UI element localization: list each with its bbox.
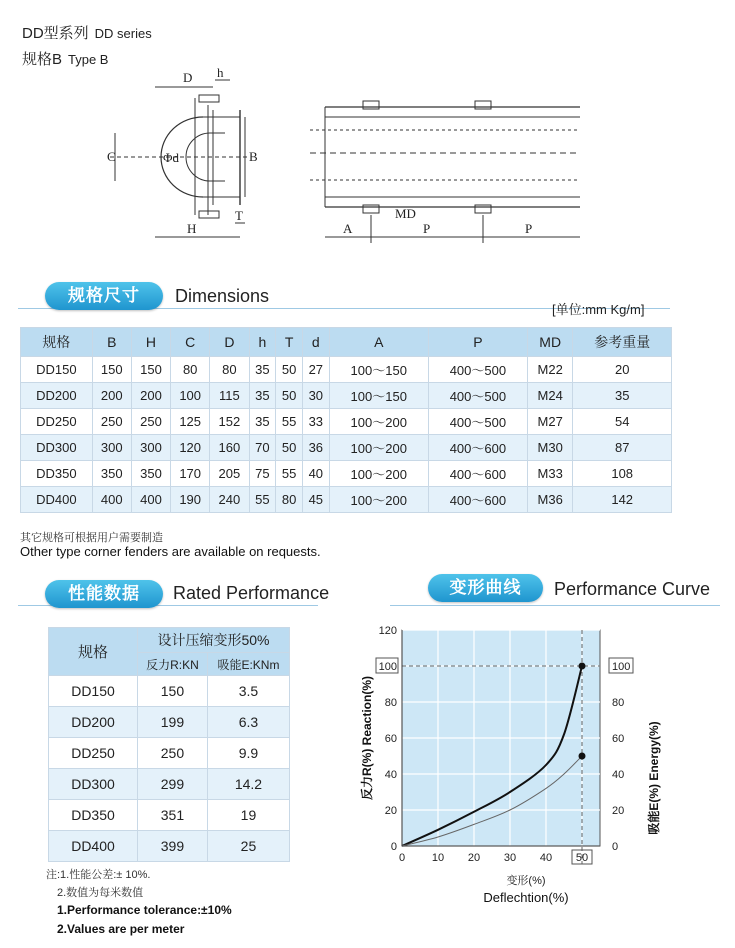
table-cell: 19 <box>207 800 289 831</box>
table-cell: 35 <box>249 383 276 409</box>
table-cell: 142 <box>573 487 672 513</box>
table-cell: 35 <box>249 357 276 383</box>
curve-title-pill: 变形曲线 <box>428 574 543 602</box>
series-title-cn: DD型系列 <box>22 25 89 42</box>
table-cell: 50 <box>276 435 303 461</box>
table-row <box>21 435 672 461</box>
performance-curve-chart <box>355 618 730 908</box>
y-tick-label: 60 <box>384 733 397 745</box>
table-cell: 55 <box>276 461 303 487</box>
perf-header-spec: 规格 <box>49 628 138 676</box>
table-cell: 240 <box>210 487 249 513</box>
table-cell: 190 <box>171 487 210 513</box>
table-cell: DD150 <box>49 676 138 707</box>
x-tick-label: 40 <box>539 852 553 864</box>
table-cell: 115 <box>210 383 249 409</box>
x-axis-label-en: Deflechtion(%) <box>483 890 569 905</box>
table-cell: DD250 <box>49 738 138 769</box>
y-right-tick-label: 100 <box>612 661 631 673</box>
table-cell: 400～500 <box>428 357 527 383</box>
table-cell: 14.2 <box>207 769 289 800</box>
table-cell: 150 <box>138 676 208 707</box>
table-cell: 400～500 <box>428 409 527 435</box>
table-cell: 36 <box>302 435 329 461</box>
table-cell: 350 <box>131 461 170 487</box>
table-cell: 300 <box>131 435 170 461</box>
table-cell: 70 <box>249 435 276 461</box>
technical-drawing <box>95 65 595 250</box>
table-row <box>21 383 672 409</box>
label-h: h <box>217 65 224 80</box>
table-cell: DD400 <box>49 831 138 862</box>
table-cell: 100～150 <box>329 383 428 409</box>
table-cell: 87 <box>573 435 672 461</box>
dim-header-cell: B <box>92 328 131 357</box>
reaction-end-point <box>579 663 586 670</box>
table-cell: 6.3 <box>207 707 289 738</box>
perf-header-r: 反力R:KN <box>138 653 208 676</box>
dim-header-cell: T <box>276 328 303 357</box>
perf-header-group: 设计压缩变形50% <box>138 628 290 653</box>
type-title-en: Type B <box>68 52 109 67</box>
x-tick-label: 0 <box>398 852 406 864</box>
x-axis-label-cn: 变形(%) <box>506 875 546 887</box>
dim-header-cell: 规格 <box>21 328 93 357</box>
perf-note-1: 注:1.性能公差:± 10%. <box>46 869 151 881</box>
dim-header-cell: 参考重量 <box>573 328 672 357</box>
x-tick-label: 30 <box>503 852 517 864</box>
table-cell: DD350 <box>21 461 93 487</box>
table-cell: 400 <box>92 487 131 513</box>
y-right-tick-label: 40 <box>612 769 625 781</box>
y-right-axis-label: 吸能E(%) Energy(%) <box>647 721 661 835</box>
type-title-cn: 规格B <box>22 51 63 68</box>
table-cell: 75 <box>249 461 276 487</box>
x-tick-label: 20 <box>467 852 481 864</box>
table-cell: DD350 <box>49 800 138 831</box>
series-title-en: DD series <box>94 26 152 41</box>
table-cell: 199 <box>138 707 208 738</box>
table-cell: DD400 <box>21 487 93 513</box>
table-cell: 400～600 <box>428 487 527 513</box>
table-cell: DD200 <box>49 707 138 738</box>
dimensions-table <box>20 327 672 513</box>
perf-note-2: 2.数值为每米数值 <box>57 887 144 899</box>
table-row <box>49 769 290 800</box>
y-tick-label: 100 <box>378 661 397 673</box>
table-cell: 250 <box>92 409 131 435</box>
curve-title-en: Performance Curve <box>554 579 711 599</box>
label-A: A <box>343 221 353 236</box>
table-cell: 100～200 <box>329 461 428 487</box>
energy-end-point <box>579 753 586 760</box>
y-tick-label: 80 <box>384 697 397 709</box>
dim-header-cell: h <box>249 328 276 357</box>
x-tick-label: 50 <box>575 852 589 864</box>
dim-header-cell: P <box>428 328 527 357</box>
table-row <box>49 676 290 707</box>
table-cell: 152 <box>210 409 249 435</box>
performance-table <box>48 627 290 862</box>
label-C: C <box>107 149 116 164</box>
y-right-tick-label: 60 <box>612 733 625 745</box>
y-tick-label: 20 <box>384 805 397 817</box>
table-cell: 400～600 <box>428 435 527 461</box>
performance-title-pill: 性能数据 <box>45 580 163 608</box>
table-cell: 25 <box>207 831 289 862</box>
perf-note-3: 1.Performance tolerance:±10% <box>57 903 232 917</box>
label-H: H <box>187 221 197 236</box>
dimensions-note-cn: 其它规格可根据用户需要制造 <box>20 532 163 544</box>
table-row <box>21 461 672 487</box>
table-row <box>49 800 290 831</box>
series-title <box>22 22 152 43</box>
dimensions-header-row <box>21 328 672 357</box>
table-cell: 351 <box>138 800 208 831</box>
table-cell: 9.9 <box>207 738 289 769</box>
table-cell: 40 <box>302 461 329 487</box>
table-cell: 200 <box>92 383 131 409</box>
table-cell: 35 <box>249 409 276 435</box>
table-cell: 299 <box>138 769 208 800</box>
table-cell: 100～200 <box>329 487 428 513</box>
performance-title-en: Rated Performance <box>173 583 330 603</box>
table-row <box>49 707 290 738</box>
table-cell: M30 <box>527 435 572 461</box>
unit-label: [单位:mm Kg/m] <box>552 302 645 317</box>
table-cell: M36 <box>527 487 572 513</box>
perf-header-e: 吸能E:KNm <box>207 653 289 676</box>
table-cell: M27 <box>527 409 572 435</box>
dim-header-cell: A <box>329 328 428 357</box>
y-axis-label: 反力R(%) Reaction(%) <box>360 675 374 801</box>
label-P2: P <box>525 221 533 236</box>
table-row <box>21 487 672 513</box>
table-cell: 100～150 <box>329 357 428 383</box>
table-row <box>49 738 290 769</box>
table-cell: 250 <box>131 409 170 435</box>
table-cell: DD250 <box>21 409 93 435</box>
table-cell: 80 <box>171 357 210 383</box>
y-right-tick-label: 0 <box>612 841 619 853</box>
dim-header-cell: d <box>302 328 329 357</box>
table-cell: 205 <box>210 461 249 487</box>
table-cell: 30 <box>302 383 329 409</box>
table-cell: 20 <box>573 357 672 383</box>
table-cell: DD300 <box>21 435 93 461</box>
label-d: Φd <box>163 150 180 165</box>
table-cell: 400～600 <box>428 461 527 487</box>
dim-header-cell: MD <box>527 328 572 357</box>
label-P1: P <box>423 221 431 236</box>
table-cell: 80 <box>276 487 303 513</box>
table-cell: 35 <box>573 383 672 409</box>
dim-header-cell: H <box>131 328 170 357</box>
perf-note-4: 2.Values are per meter <box>57 922 185 936</box>
curve-rule <box>390 605 720 606</box>
table-cell: 55 <box>276 409 303 435</box>
y-tick-label: 120 <box>378 625 397 637</box>
table-cell: 33 <box>302 409 329 435</box>
label-T: T <box>235 208 243 223</box>
table-cell: 80 <box>210 357 249 383</box>
performance-body <box>49 676 290 862</box>
table-cell: 55 <box>249 487 276 513</box>
y-tick-label: 40 <box>384 769 397 781</box>
table-cell: 150 <box>131 357 170 383</box>
table-cell: DD200 <box>21 383 93 409</box>
table-cell: 200 <box>131 383 170 409</box>
table-cell: M24 <box>527 383 572 409</box>
dim-header-cell: D <box>210 328 249 357</box>
table-cell: M22 <box>527 357 572 383</box>
label-MD: MD <box>395 206 416 221</box>
table-cell: 125 <box>171 409 210 435</box>
table-cell: 100 <box>171 383 210 409</box>
table-row <box>21 357 672 383</box>
table-cell: 170 <box>171 461 210 487</box>
table-cell: DD150 <box>21 357 93 383</box>
table-cell: 150 <box>92 357 131 383</box>
dimensions-body <box>21 357 672 513</box>
table-cell: 300 <box>92 435 131 461</box>
table-cell: 399 <box>138 831 208 862</box>
table-cell: 54 <box>573 409 672 435</box>
table-cell: 108 <box>573 461 672 487</box>
table-cell: 45 <box>302 487 329 513</box>
label-D: D <box>183 70 193 85</box>
x-tick-label: 10 <box>431 852 445 864</box>
dimensions-title-pill: 规格尺寸 <box>45 282 163 310</box>
y-right-tick-label: 80 <box>612 697 625 709</box>
table-cell: 100～200 <box>329 409 428 435</box>
label-B: B <box>249 149 258 164</box>
table-cell: 50 <box>276 357 303 383</box>
table-cell: 350 <box>92 461 131 487</box>
table-cell: 160 <box>210 435 249 461</box>
table-cell: 27 <box>302 357 329 383</box>
table-cell: 3.5 <box>207 676 289 707</box>
table-cell: 100～200 <box>329 435 428 461</box>
table-cell: DD300 <box>49 769 138 800</box>
table-row <box>21 409 672 435</box>
dim-header-cell: C <box>171 328 210 357</box>
dimensions-note-en: Other type corner fenders are available on requests. <box>20 544 321 559</box>
y-tick-label: 0 <box>390 841 397 853</box>
table-cell: 400～500 <box>428 383 527 409</box>
table-cell: 120 <box>171 435 210 461</box>
table-cell: M33 <box>527 461 572 487</box>
table-cell: 400 <box>131 487 170 513</box>
table-row <box>49 831 290 862</box>
table-cell: 50 <box>276 383 303 409</box>
y-right-tick-label: 20 <box>612 805 625 817</box>
table-cell: 250 <box>138 738 208 769</box>
dimensions-title-en: Dimensions <box>175 286 270 306</box>
